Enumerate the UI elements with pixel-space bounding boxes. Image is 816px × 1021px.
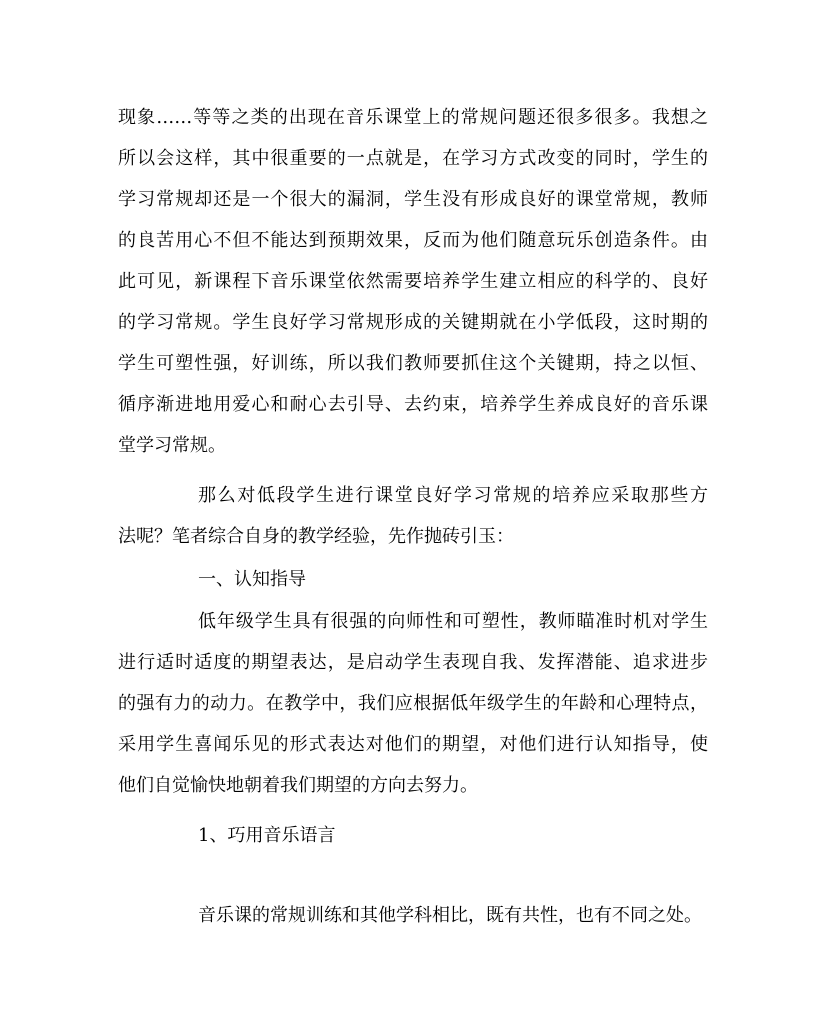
paragraph-2-line-1: 那么对低段学生进行课堂良好学习常规的培养应采取那些方 <box>198 485 708 506</box>
paragraph-3-line-3: 的强有力的动力。在教学中，我们应根据低年级学生的年龄和心理特点， <box>118 693 708 714</box>
paragraph-3-line-2: 进行适时适度的期望表达，是启动学生表现自我、发挥潜能、追求进步 <box>118 652 708 673</box>
paragraph-3-line-4: 采用学生喜闻乐见的形式表达对他们的期望，对他们进行认知指导，使 <box>118 734 708 755</box>
paragraph-1-line-5: 此可见，新课程下音乐课堂依然需要培养学生建立相应的科学的、良好 <box>118 271 708 292</box>
paragraph-1-line-6: 的学习常规。学生良好学习常规形成的关键期就在小学低段，这时期的 <box>118 312 708 333</box>
section-heading-cognitive-guidance: 一、认知指导 <box>198 569 306 590</box>
paragraph-2-line-2: 法呢？笔者综合自身的教学经验，先作抛砖引玉： <box>118 526 514 547</box>
paragraph-1-line-2: 所以会这样，其中很重要的一点就是，在学习方式改变的同时，学生的 <box>118 148 708 169</box>
paragraph-1-line-1: 现象……等等之类的出现在音乐课堂上的常规问题还很多很多。我想之 <box>118 107 708 128</box>
paragraph-3-line-1: 低年级学生具有很强的向师性和可塑性，教师瞄准时机对学生 <box>198 611 708 632</box>
subsection-heading-music-language: 1、巧用音乐语言 <box>198 825 336 846</box>
paragraph-1-line-8: 循序渐进地用爱心和耐心去引导、去约束，培养学生养成良好的音乐课 <box>118 394 708 415</box>
paragraph-1-line-7: 学生可塑性强，好训练，所以我们教师要抓住这个关键期，持之以恒、 <box>118 353 708 374</box>
paragraph-1-line-3: 学习常规却还是一个很大的漏洞，学生没有形成良好的课堂常规，教师 <box>118 189 708 210</box>
paragraph-1-line-9: 堂学习常规。 <box>118 435 226 456</box>
paragraph-1-line-4: 的良苦用心不但不能达到预期效果，反而为他们随意玩乐创造条件。由 <box>118 230 708 251</box>
paragraph-3-line-5: 他们自觉愉快地朝着我们期望的方向去努力。 <box>118 775 478 796</box>
paragraph-4-line-1: 音乐课的常规训练和其他学科相比，既有共性，也有不同之处。 <box>198 905 702 926</box>
